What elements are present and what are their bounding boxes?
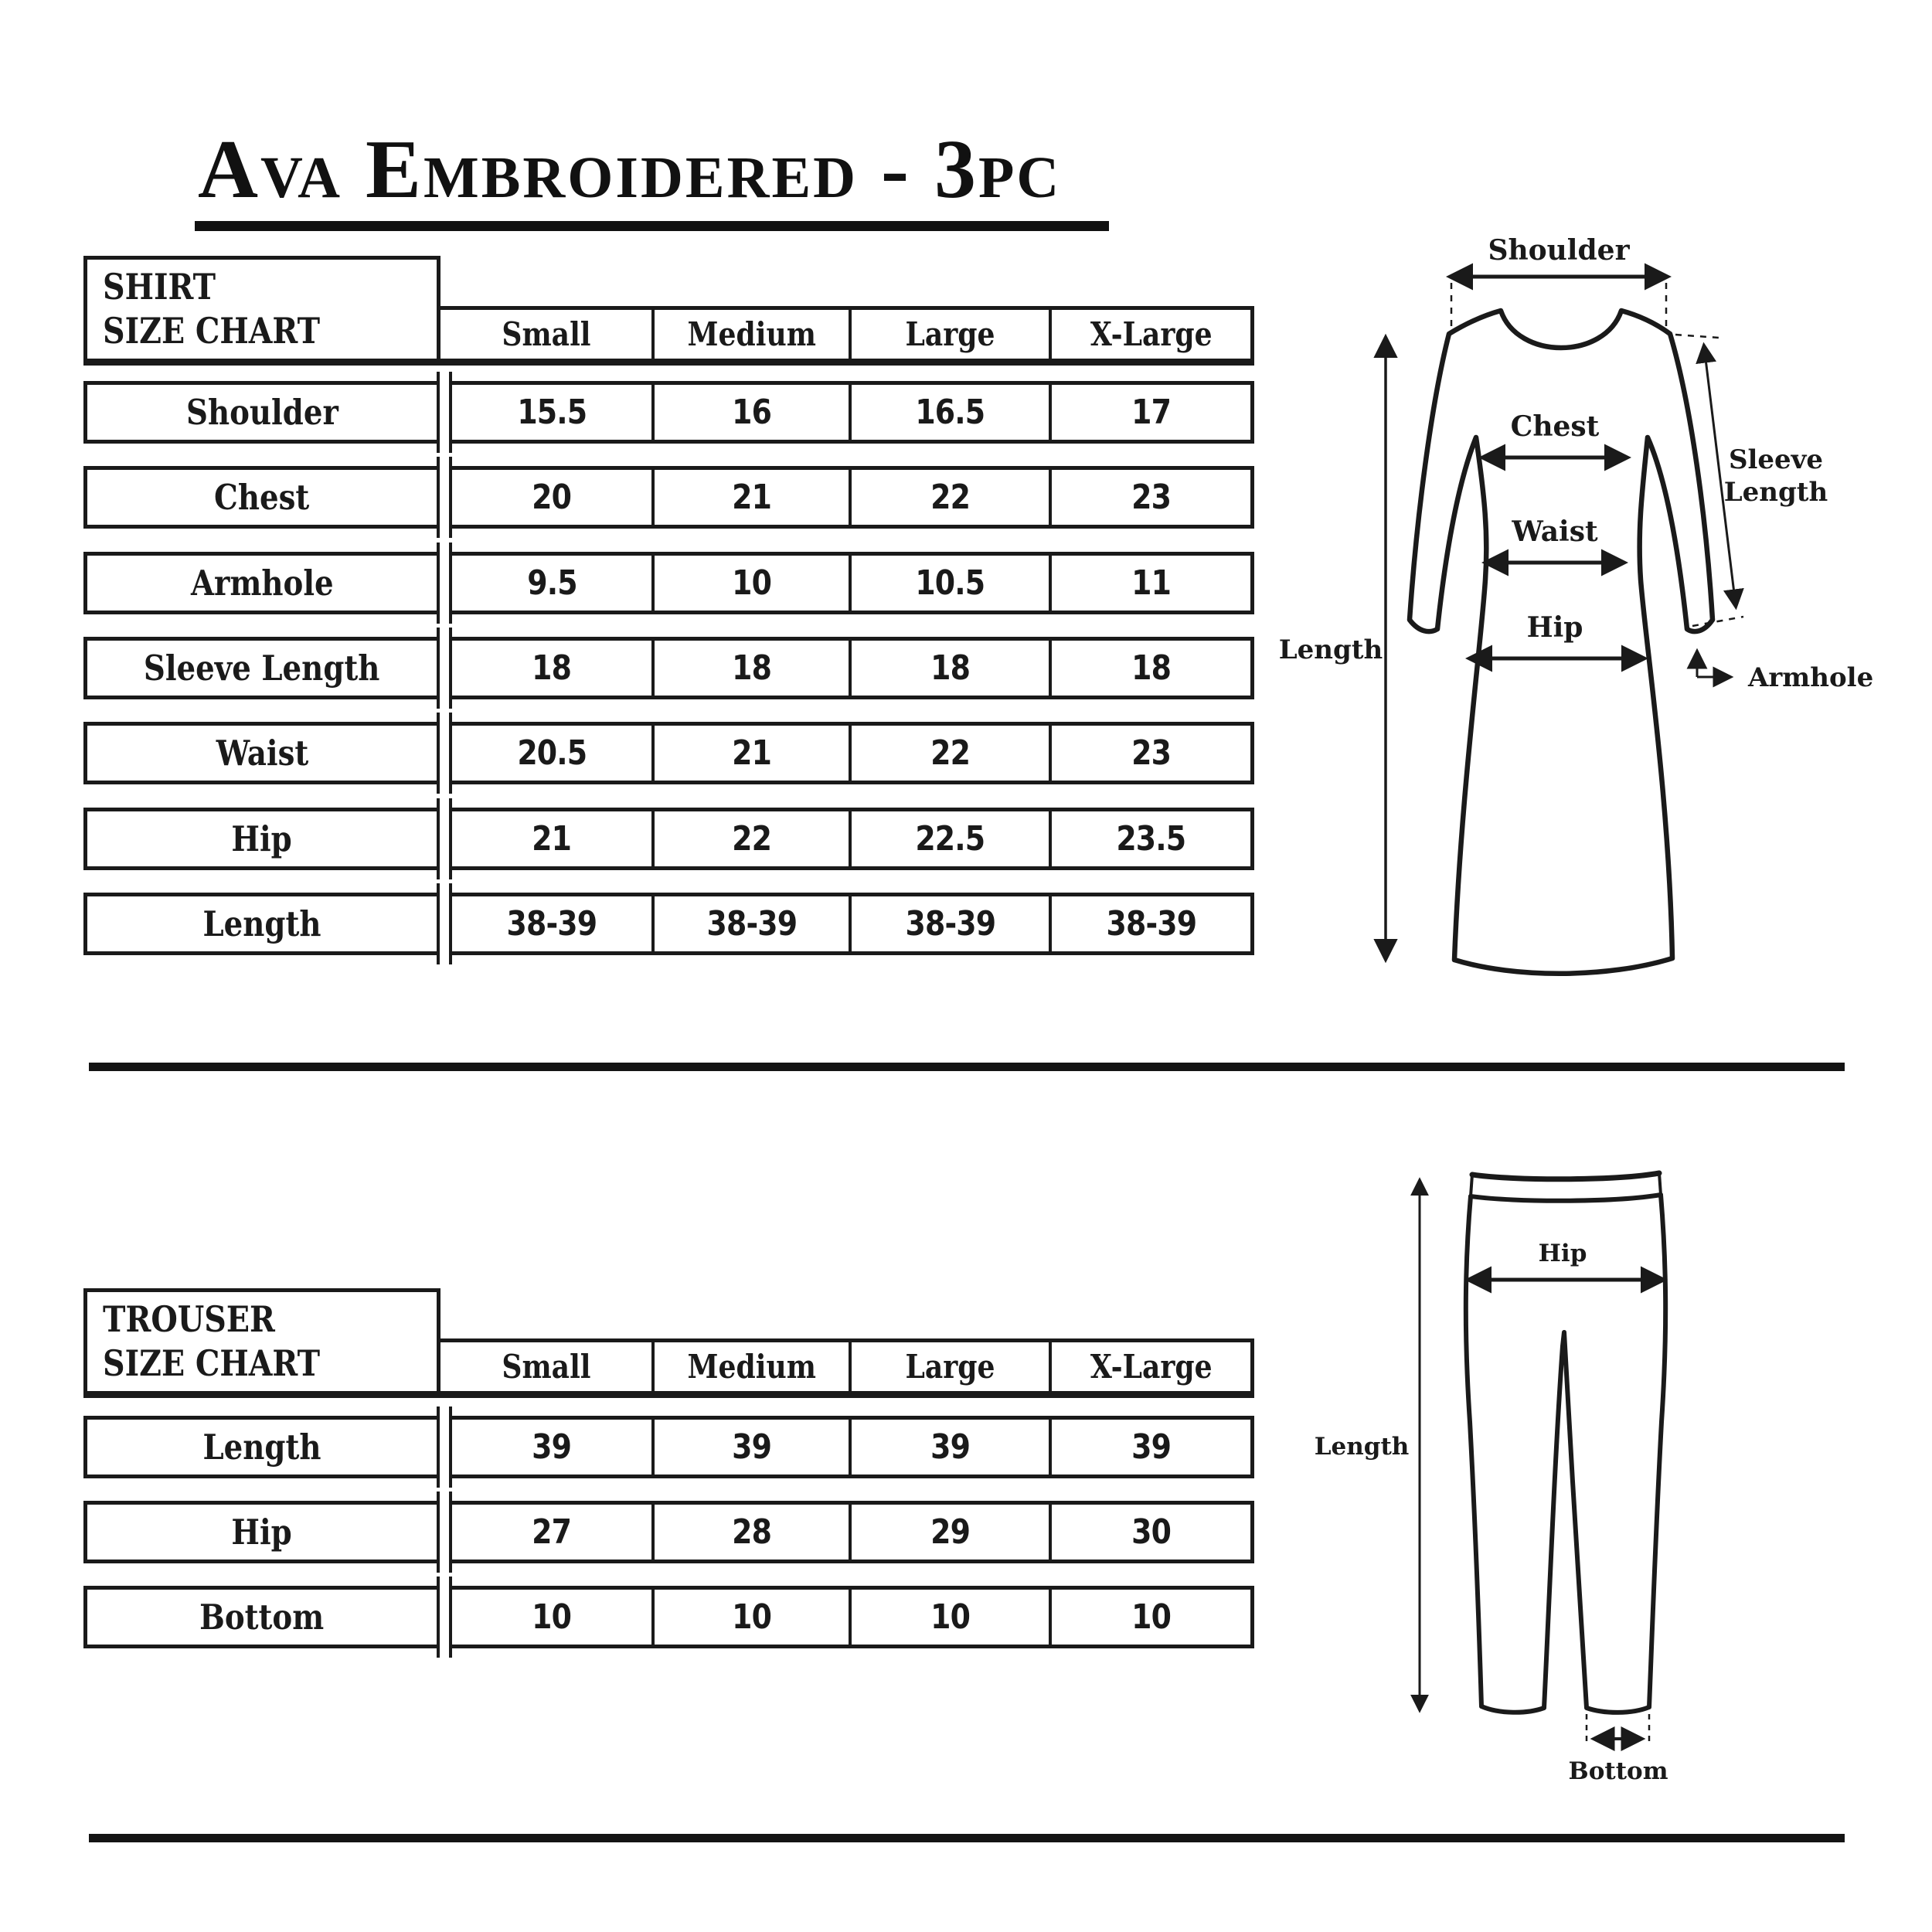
double-line-separator xyxy=(437,811,452,866)
column-header-large: Large xyxy=(849,310,1049,359)
value-cell: 11 xyxy=(1049,556,1250,611)
value-cell: 10 xyxy=(532,1597,572,1637)
svg-text:Chest: Chest xyxy=(1510,410,1600,443)
double-line-separator xyxy=(437,385,452,440)
trouser-table-title-line1: TROUSER xyxy=(103,1298,275,1340)
value-cell: 23 xyxy=(1049,726,1250,781)
svg-text:Bottom: Bottom xyxy=(1568,1757,1668,1785)
row-label-cell: Bottom xyxy=(199,1597,325,1638)
row-label-cell: Chest xyxy=(214,477,310,518)
row-label-cell: Length xyxy=(202,1427,321,1468)
trouser-bottom-measure-arrow xyxy=(1569,1714,1668,1785)
shirt-length-measure-arrow xyxy=(1279,338,1386,958)
value-cell: 38-39 xyxy=(1049,896,1250,951)
value-cell: 20 xyxy=(532,478,572,517)
double-line-separator xyxy=(437,1420,452,1475)
value-cell: 16 xyxy=(651,385,849,440)
table-row-hip xyxy=(83,1501,1254,1563)
value-cell: 17 xyxy=(1049,385,1250,440)
value-cell: 23 xyxy=(1049,470,1250,525)
value-cell: 21 xyxy=(532,819,572,859)
value-cell: 29 xyxy=(849,1505,1049,1560)
double-line-separator xyxy=(437,1590,452,1645)
armhole-pointer-arrow xyxy=(1697,652,1873,693)
value-cell: 18 xyxy=(849,641,1049,696)
value-cell: 38-39 xyxy=(651,896,849,951)
value-cell: 22.5 xyxy=(849,811,1049,866)
trouser-measurement-diagram xyxy=(1275,1121,1932,1816)
value-cell: 22 xyxy=(849,726,1049,781)
section-divider xyxy=(89,1063,1845,1071)
column-header-small: Small xyxy=(501,1348,591,1386)
trouser-table-corner-label xyxy=(83,1288,440,1391)
row-label-cell: Hip xyxy=(231,1512,293,1553)
table-row-armhole xyxy=(83,552,1254,614)
row-label-cell: Sleeve Length xyxy=(144,648,380,689)
value-cell: 39 xyxy=(1049,1420,1250,1475)
value-cell: 10.5 xyxy=(849,556,1049,611)
row-label-cell: Hip xyxy=(231,818,293,859)
double-line-separator xyxy=(437,641,452,696)
value-cell: 39 xyxy=(651,1420,849,1475)
double-line-separator xyxy=(437,726,452,781)
value-cell: 38-39 xyxy=(849,896,1049,951)
table-header-underline xyxy=(83,1391,1254,1398)
column-header-xlarge: X-Large xyxy=(1049,310,1250,359)
value-cell: 21 xyxy=(651,726,849,781)
svg-text:Hip: Hip xyxy=(1526,611,1583,644)
value-cell: 10 xyxy=(849,1590,1049,1645)
page-title: Ava Embroidered - 3pc xyxy=(195,124,1109,231)
table-row-length xyxy=(83,893,1254,955)
value-cell: 27 xyxy=(532,1512,572,1552)
double-line-separator xyxy=(437,1505,452,1560)
double-line-separator xyxy=(437,556,452,611)
svg-text:Shoulder: Shoulder xyxy=(1488,234,1630,267)
value-cell: 18 xyxy=(1049,641,1250,696)
column-header-medium: Medium xyxy=(651,310,849,359)
value-cell: 10 xyxy=(651,556,849,611)
row-label-cell: Length xyxy=(202,903,321,944)
column-header-medium: Medium xyxy=(651,1342,849,1391)
column-header-xlarge: X-Large xyxy=(1049,1342,1250,1391)
value-cell: 39 xyxy=(849,1420,1049,1475)
table-row-sleeve-length xyxy=(83,637,1254,699)
shirt-size-table xyxy=(83,256,1254,959)
double-line-separator xyxy=(437,470,452,525)
shirt-table-corner-label xyxy=(83,256,440,359)
value-cell: 30 xyxy=(1049,1505,1250,1560)
table-row-length xyxy=(83,1416,1254,1478)
value-cell: 15.5 xyxy=(517,393,587,432)
svg-text:Length: Length xyxy=(1314,1433,1410,1461)
value-cell: 10 xyxy=(1049,1590,1250,1645)
shirt-size-column-headers xyxy=(437,306,1254,359)
double-line-separator xyxy=(437,896,452,951)
column-header-large: Large xyxy=(849,1342,1049,1391)
table-header-underline xyxy=(83,359,1254,366)
value-cell: 9.5 xyxy=(526,563,577,603)
table-row-bottom xyxy=(83,1586,1254,1648)
value-cell: 20.5 xyxy=(517,733,587,773)
shirt-table-title-line1: SHIRT xyxy=(103,266,216,308)
svg-text:Armhole: Armhole xyxy=(1748,662,1874,693)
row-label-cell: Armhole xyxy=(190,563,334,604)
value-cell: 22 xyxy=(849,470,1049,525)
value-cell: 21 xyxy=(651,470,849,525)
trouser-size-column-headers xyxy=(437,1338,1254,1391)
trouser-table-title-line2: SIZE CHART xyxy=(103,1342,321,1384)
shirt-table-title-line2: SIZE CHART xyxy=(103,310,321,352)
value-cell: 18 xyxy=(532,648,572,688)
table-row-shoulder xyxy=(83,381,1254,444)
svg-text:Hip: Hip xyxy=(1538,1240,1587,1267)
section-divider xyxy=(89,1834,1845,1842)
row-label-cell: Shoulder xyxy=(185,392,338,433)
svg-text:Waist: Waist xyxy=(1512,515,1598,548)
table-row-waist xyxy=(83,722,1254,784)
table-row-hip xyxy=(83,808,1254,870)
trouser-size-table xyxy=(83,1288,1254,1651)
value-cell: 18 xyxy=(651,641,849,696)
value-cell: 38-39 xyxy=(506,904,597,944)
value-cell: 16.5 xyxy=(849,385,1049,440)
value-cell: 10 xyxy=(651,1590,849,1645)
value-cell: 23.5 xyxy=(1049,811,1250,866)
svg-text:Length: Length xyxy=(1723,477,1828,508)
table-row-chest xyxy=(83,466,1254,529)
shirt-measurement-diagram xyxy=(1252,116,1932,1082)
row-label-cell: Waist xyxy=(216,733,308,774)
value-cell: 22 xyxy=(651,811,849,866)
value-cell: 39 xyxy=(532,1427,572,1467)
svg-text:Sleeve: Sleeve xyxy=(1728,444,1824,475)
svg-text:Length: Length xyxy=(1278,634,1383,665)
value-cell: 28 xyxy=(651,1505,849,1560)
column-header-small: Small xyxy=(501,315,591,353)
trouser-length-measure-arrow xyxy=(1315,1181,1420,1709)
